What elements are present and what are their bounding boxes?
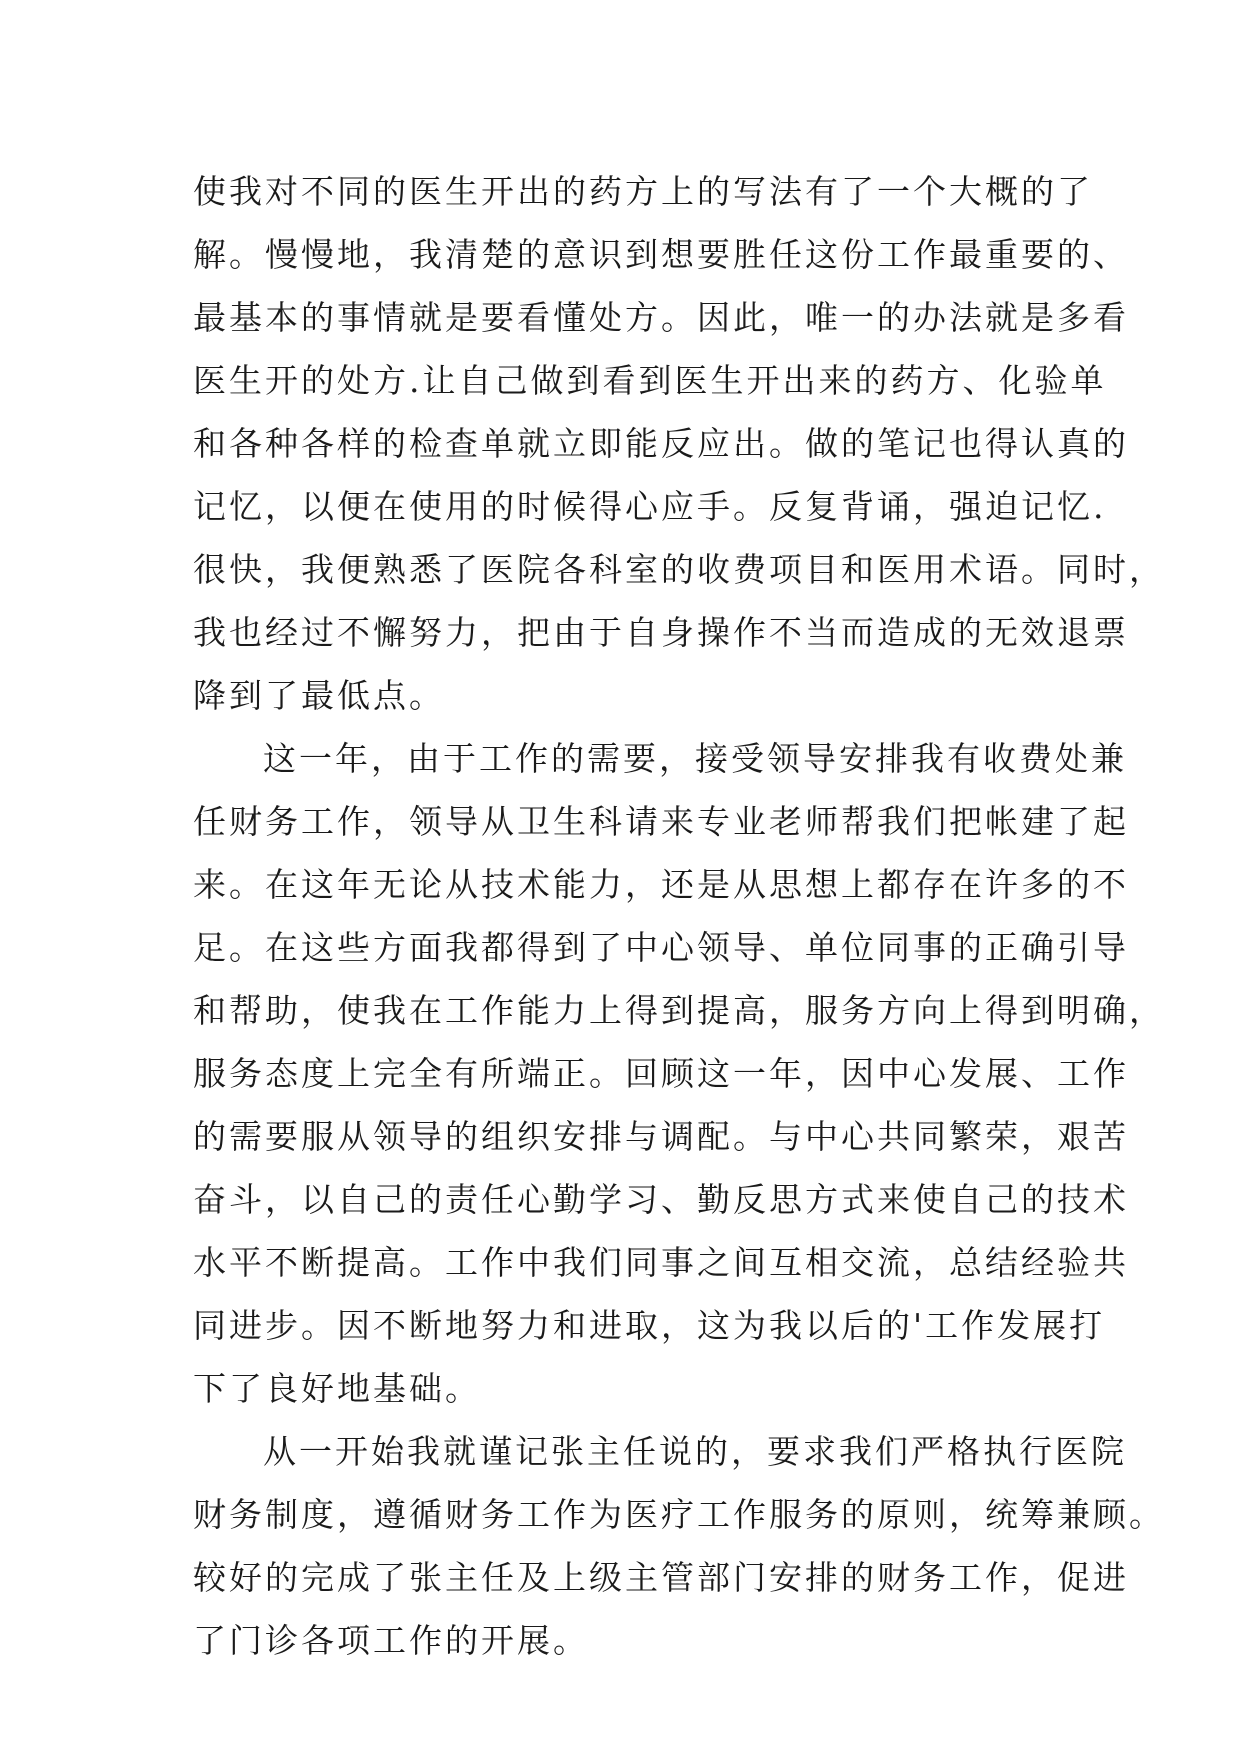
- text-line: 财务制度，遵循财务工作为医疗工作服务的原则，统筹兼顾。: [193, 1495, 1165, 1534]
- document-body: [193, 160, 1165, 1672]
- text-line: 我也经过不懈努力，把由于自身操作不当而造成的无效退票: [193, 613, 1129, 652]
- text-line: 医生开的处方.让自己做到看到医生开出来的药方、化验单: [193, 361, 1107, 400]
- text-line: 服务态度上完全有所端正。回顾这一年，因中心发展、工作: [193, 1054, 1129, 1093]
- text-line: 任财务工作，领导从卫生科请来专业老师帮我们把帐建了起: [193, 802, 1129, 841]
- text-line: 最基本的事情就是要看懂处方。因此，唯一的办法就是多看: [193, 298, 1129, 337]
- paragraph-first-line: 这一年，由于工作的需要，接受领导安排我有收费处兼: [263, 739, 1127, 778]
- text-line: 降到了最低点。: [193, 676, 445, 715]
- text-line: 的需要服从领导的组织安排与调配。与中心共同繁荣，艰苦: [193, 1117, 1129, 1156]
- text-line: 使我对不同的医生开出的药方上的写法有了一个大概的了: [193, 172, 1093, 211]
- text-line: 奋斗，以自己的责任心勤学习、勤反思方式来使自己的技术: [193, 1180, 1129, 1219]
- text-line: 较好的完成了张主任及上级主管部门安排的财务工作，促进: [193, 1558, 1129, 1597]
- text-line: 很快，我便熟悉了医院各科室的收费项目和医用术语。同时，: [193, 550, 1165, 589]
- text-line: 足。在这些方面我都得到了中心领导、单位同事的正确引导: [193, 928, 1129, 967]
- text-line: 了门诊各项工作的开展。: [193, 1621, 589, 1660]
- text-line: 同进步。因不断地努力和进取，这为我以后的'工作发展打: [193, 1306, 1106, 1345]
- text-line: 下了良好地基础。: [193, 1369, 481, 1408]
- text-line: 和各种各样的检查单就立即能反应出。做的笔记也得认真的: [193, 424, 1129, 463]
- paragraph-first-line: 从一开始我就谨记张主任说的，要求我们严格执行医院: [263, 1432, 1127, 1471]
- text-line: 记忆，以便在使用的时候得心应手。反复背诵，强迫记忆.: [193, 487, 1107, 526]
- text-line: 解。慢慢地，我清楚的意识到想要胜任这份工作最重要的、: [193, 235, 1129, 274]
- text-line: 来。在这年无论从技术能力，还是从思想上都存在许多的不: [193, 865, 1129, 904]
- text-line: 和帮助，使我在工作能力上得到提高，服务方向上得到明确，: [193, 991, 1165, 1030]
- text-line: 水平不断提高。工作中我们同事之间互相交流，总结经验共: [193, 1243, 1129, 1282]
